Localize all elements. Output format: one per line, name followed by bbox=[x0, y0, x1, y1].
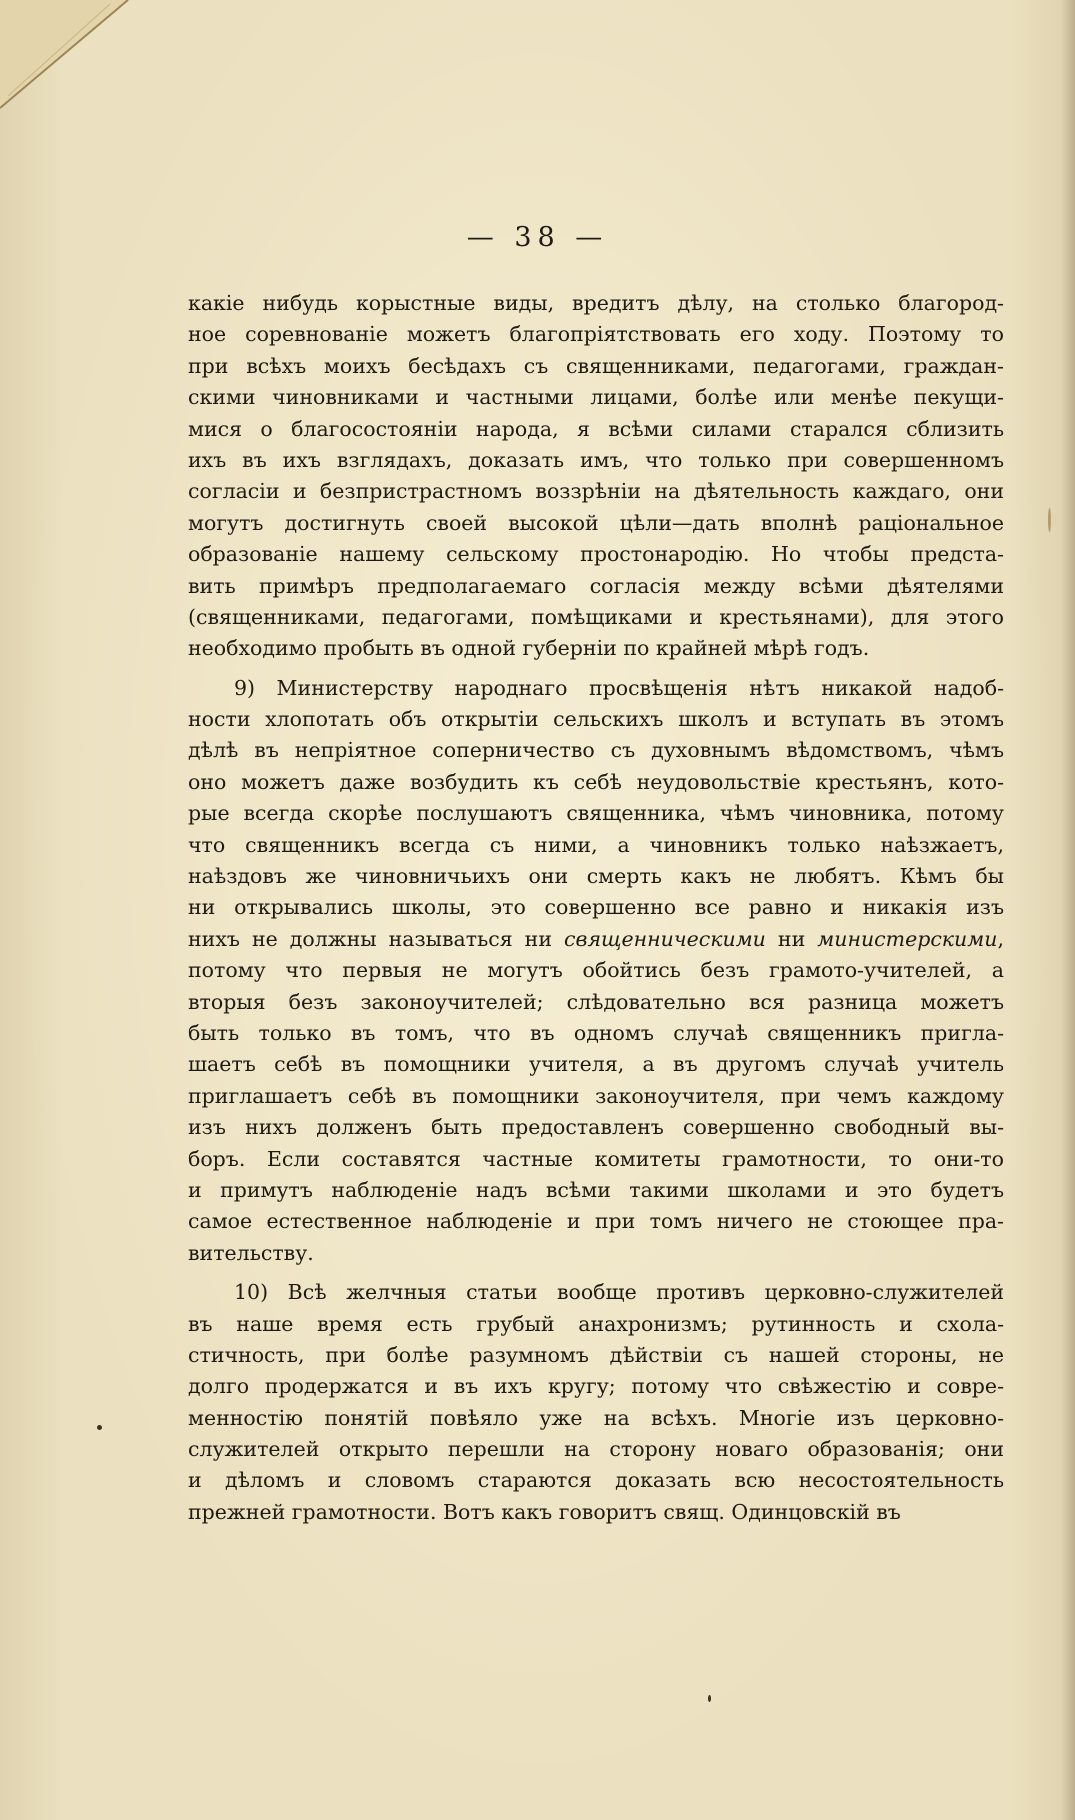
text-line: наѣздовъ же чиновничьихъ они смерть какъ не любятъ. Кѣмъ бы bbox=[188, 864, 1004, 889]
text-line: вторыя безъ законоучителей; слѣдовательно вся разница можетъ bbox=[188, 989, 1004, 1014]
text-line: при всѣхъ моихъ бесѣдахъ съ священниками, педагогами, граждан- bbox=[188, 353, 1004, 378]
ink-speck bbox=[97, 1425, 102, 1430]
text-line: что священникъ всегда съ ними, а чиновникъ только наѣзжаетъ, bbox=[188, 832, 1004, 857]
paragraph-gap bbox=[188, 1269, 1004, 1277]
text-line: и примутъ наблюденіе надъ всѣми такими школами и это будетъ bbox=[188, 1177, 1004, 1202]
text-line: рые всегда скорѣе послушаютъ священника, чѣмъ чиновника, потому bbox=[188, 801, 1004, 826]
text-line: изъ нихъ долженъ быть предоставленъ совершенно свободный вы- bbox=[188, 1115, 1004, 1140]
italic-term: министерскими bbox=[817, 926, 998, 951]
italic-term: священническими bbox=[564, 926, 766, 951]
text-line: и дѣломъ и словомъ стараются доказать всю несостоятельность bbox=[188, 1468, 1004, 1493]
text-line: самое естественное наблюденіе и при томъ ничего не стоющее пра- bbox=[188, 1209, 1004, 1234]
ink-speck bbox=[1048, 508, 1051, 532]
text-line: служителей открыто перешли на сторону новаго образованія; они bbox=[188, 1437, 1004, 1462]
text-line: ности хлопотать объ открытіи сельскихъ школъ и вступать въ этомъ bbox=[188, 707, 1004, 732]
text-line: 9) Министерству народнаго просвѣщенія нѣтъ никакой надоб- bbox=[234, 675, 1004, 700]
paragraph bbox=[188, 1277, 1004, 1528]
ink-speck bbox=[708, 1695, 711, 1702]
text-line: 10) Всѣ желчныя статьи вообще противъ церковно-служителей bbox=[234, 1280, 1004, 1305]
text-line: ихъ въ ихъ взглядахъ, доказать имъ, что только при совершенномъ bbox=[188, 447, 1004, 472]
folded-corner bbox=[0, 0, 130, 110]
text-line: приглашаетъ себѣ въ помощники законоучителя, при чемъ каждому bbox=[188, 1083, 1004, 1108]
page-edge-shadow bbox=[1061, 0, 1075, 1820]
text-line: (священниками, педагогами, помѣщиками и крестьянами), для этого bbox=[188, 604, 1004, 629]
paragraph-gap bbox=[188, 665, 1004, 673]
text-line: какіе нибудь корыстные виды, вредитъ дѣлу, на столько благород- bbox=[188, 291, 1004, 315]
text-line: согласіи и безпристрастномъ воззрѣніи на дѣятельность каждаго, они bbox=[188, 479, 1004, 504]
text-line: быть только въ томъ, что въ одномъ случаѣ священникъ пригла- bbox=[188, 1020, 1004, 1045]
text-line: дѣлѣ въ непріятное соперничество съ духовнымъ вѣдомствомъ, чѣмъ bbox=[188, 738, 1004, 763]
paragraph bbox=[188, 288, 1004, 665]
text-line: долго продержатся и въ ихъ кругу; потому что свѣжестію и совре- bbox=[188, 1374, 1004, 1399]
text-line: стичность, при болѣе разумномъ дѣйствіи съ нашей стороны, не bbox=[188, 1342, 1004, 1367]
body-text bbox=[188, 288, 1004, 1528]
text-line: нихъ не должны называться ни священническими ни министерскими, bbox=[188, 926, 1004, 951]
text-line: мися о благосостояніи народа, я всѣми силами старался сблизить bbox=[188, 416, 1004, 441]
text-line: образованіе нашему сельскому простонародію. Но чтобы предста- bbox=[188, 542, 1004, 567]
text-line: скими чиновниками и частными лицами, болѣе или менѣе пекущи- bbox=[188, 385, 1004, 410]
text-line: прежней грамотности. Вотъ какъ говоритъ свящ. Одинцовскій въ bbox=[188, 1499, 901, 1524]
text-line: потому что первыя не могутъ обойтись безъ грамото-учителей, а bbox=[188, 958, 1004, 983]
page-number: — 38 — bbox=[466, 222, 609, 253]
text-line: необходимо пробыть въ одной губерніи по крайней мѣрѣ годъ. bbox=[188, 636, 870, 661]
text-line: ни открывались школы, это совершенно все равно и никакія изъ bbox=[188, 895, 1004, 920]
text-line: шаетъ себѣ въ помощники учителя, а въ другомъ случаѣ учитель bbox=[188, 1052, 1004, 1077]
text-line: оно можетъ даже возбудить къ себѣ неудовольствіе крестьянъ, кото- bbox=[188, 769, 1004, 794]
text-line: боръ. Если составятся частные комитеты грамотности, то они-то bbox=[188, 1146, 1004, 1171]
text-line: могутъ достигнуть своей высокой цѣли—дать вполнѣ раціональное bbox=[188, 510, 1004, 535]
text-line: вительству. bbox=[188, 1240, 314, 1265]
paragraph bbox=[188, 673, 1004, 1269]
text-line: ное соревнованіе можетъ благопріятствовать его ходу. Поэтому то bbox=[188, 322, 1004, 347]
text-line: въ наше время есть грубый анахронизмъ; рутинность и схола- bbox=[188, 1311, 1004, 1336]
text-line: менностію понятій повѣяло уже на всѣхъ. Многіе изъ церковно- bbox=[188, 1405, 1004, 1430]
text-line: вить примѣръ предполагаемаго согласія между всѣми дѣятелями bbox=[188, 573, 1004, 598]
